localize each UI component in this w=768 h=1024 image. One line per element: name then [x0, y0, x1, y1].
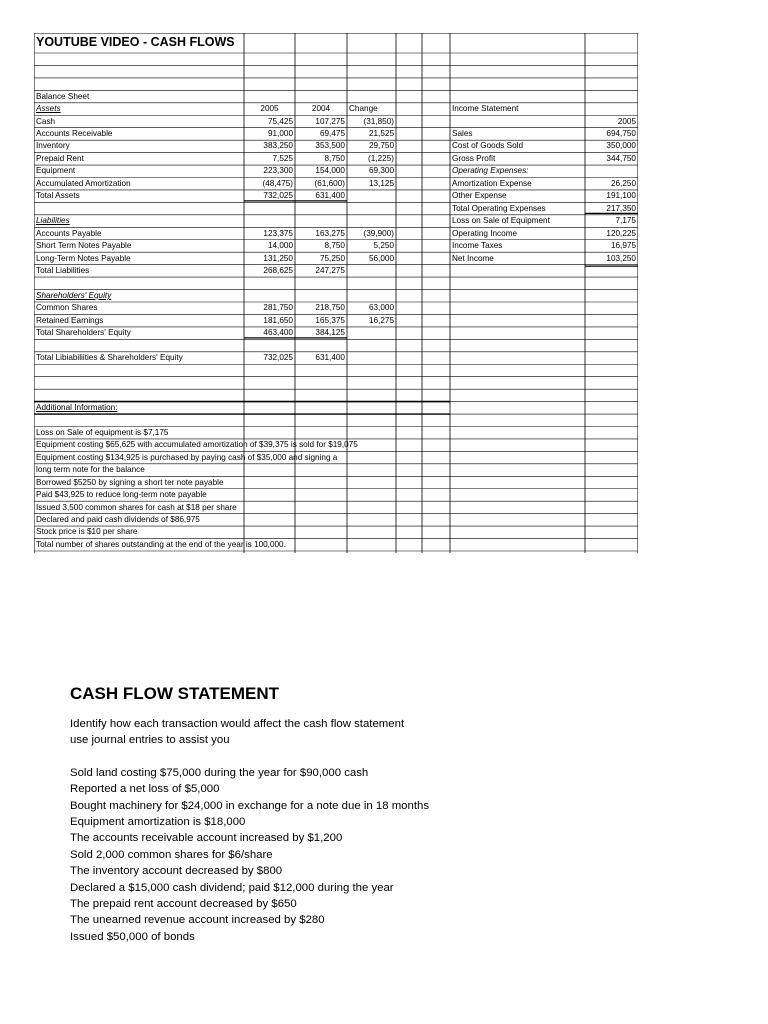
income-row-label: Sales — [452, 129, 473, 138]
transaction-line: Sold land costing $75,000 during the year for $90,000 cash — [70, 766, 369, 779]
equity-change: 16,275 — [368, 315, 394, 325]
liability-label: Accounts Payable — [36, 228, 102, 238]
asset-label: Inventory — [36, 141, 70, 151]
asset-2004: 353,500 — [315, 141, 345, 151]
additional-info-line: Declared and paid cash dividends of $86,975 — [36, 514, 200, 524]
equity-label: Total Shareholders' Equity — [36, 328, 131, 338]
liability-change: 5,250 — [373, 241, 394, 251]
additional-info-heading: Additional Information: — [36, 402, 118, 412]
equity-2004: 165,375 — [315, 315, 345, 325]
additional-info-line: Total number of shares outstanding at the end of the year is 100,000. — [36, 539, 286, 549]
change-header: Change — [349, 104, 378, 114]
asset-label: Prepaid Rent — [36, 153, 84, 163]
transaction-line: The accounts receivable account increased by $1,200 — [70, 832, 343, 845]
additional-info-line: Equipment costing $65,625 with accumulated amortization of $39,375 is sold for $19,075 — [36, 440, 358, 450]
additional-info-line: Loss on Sale of equipment is $7,175 — [36, 427, 169, 437]
income-row-value: 26,250 — [610, 178, 636, 188]
income-statement-label: Income Statement — [452, 104, 519, 114]
income-row-value: 350,000 — [606, 141, 636, 151]
income-row-value: 103,250 — [606, 253, 636, 263]
income-row-label: Loss on Sale of Equipment — [452, 216, 550, 226]
income-row-value: 694,750 — [606, 129, 636, 138]
transaction-line: Reported a net loss of $5,000 — [70, 783, 220, 796]
balance-sheet-label: Balance Sheet — [36, 91, 90, 101]
asset-change: 21,525 — [368, 129, 394, 138]
income-row-label: Cost of Goods Sold — [452, 141, 523, 151]
asset-label: Cash — [36, 116, 56, 126]
additional-info-line: Paid $43,925 to reduce long-term note payable — [36, 490, 207, 500]
income-year: 2005 — [617, 116, 636, 126]
income-row-value: 344,750 — [606, 153, 636, 163]
sheet-title: YOUTUBE VIDEO - CASH FLOWS — [36, 35, 235, 49]
asset-label: Total Assets — [36, 191, 80, 201]
additional-info-line: Borrowed $5250 by signing a short ter note payable — [36, 477, 224, 487]
asset-change: (1,225) — [368, 153, 394, 163]
spreadsheet — [34, 33, 638, 553]
assets-heading: Assets — [36, 104, 61, 114]
additional-info-line: long term note for the balance — [36, 465, 145, 475]
cash-flow-section — [70, 682, 730, 945]
income-row-value: 7,175 — [615, 216, 636, 226]
additional-info-line: Issued 3,500 common shares for cash at $18 per share — [36, 502, 237, 512]
income-row-value: 120,225 — [606, 228, 636, 238]
income-row-label: Operating Income — [452, 228, 518, 238]
income-row-label: Net Income — [452, 253, 494, 263]
equity-2004: 384,125 — [315, 328, 345, 338]
asset-2005: 223,300 — [263, 166, 293, 176]
equity-2004: 218,750 — [315, 303, 345, 313]
asset-2004: 631,400 — [315, 191, 345, 201]
liabilities-heading: Liabilities — [36, 216, 70, 226]
transaction-line: The inventory account decreased by $800 — [70, 865, 283, 878]
income-row-value: 217,350 — [606, 203, 636, 213]
liability-2005: 131,250 — [263, 253, 293, 263]
liability-2004: 8,750 — [324, 241, 345, 251]
transaction-line: Equipment amortization is $18,000 — [70, 816, 246, 829]
income-row-value: 16,975 — [610, 241, 636, 251]
asset-2005: 7,525 — [272, 153, 293, 163]
liability-2005: 268,625 — [263, 265, 293, 275]
liability-change: (39,900) — [363, 228, 394, 238]
grand-total-2005: 732,025 — [263, 353, 293, 363]
grand-total-label: Total Libiabiliities & Shareholders' Equity — [36, 353, 183, 363]
income-row-label: Gross Profit — [452, 153, 496, 163]
additional-info-line: Stock price is $10 per share — [36, 527, 138, 537]
asset-label: Equipment — [36, 166, 76, 176]
year-header-2005: 2005 — [260, 104, 279, 114]
transaction-line: The unearned revenue account increased by $280 — [70, 914, 325, 927]
asset-2004: (61,600) — [314, 178, 345, 188]
asset-2005: 383,250 — [263, 141, 293, 151]
equity-2005: 463,400 — [263, 328, 293, 338]
equity-label: Common Shares — [36, 303, 98, 313]
liability-label: Total Liabilities — [36, 265, 90, 275]
transaction-line: Declared a $15,000 cash dividend; paid $12,000 during the year — [70, 881, 394, 894]
asset-change: 29,750 — [368, 141, 394, 151]
liability-2004: 163,275 — [315, 228, 345, 238]
asset-2004: 154,000 — [315, 166, 345, 176]
asset-2005: 75,425 — [267, 116, 293, 126]
liability-label: Short Term Notes Payable — [36, 241, 132, 251]
equity-heading: Shareholders' Equity — [36, 290, 112, 300]
asset-2005: 91,000 — [267, 129, 293, 138]
income-row-value: 191,100 — [606, 191, 636, 201]
equity-label: Retained Earnings — [36, 315, 104, 325]
transaction-line: Issued $50,000 of bonds — [70, 930, 195, 943]
asset-2005: 732,025 — [263, 191, 293, 201]
year-header-2004: 2004 — [311, 104, 331, 114]
transaction-line: The prepaid rent account decreased by $650 — [70, 898, 297, 911]
asset-label: Accounts Receivable — [36, 129, 113, 138]
asset-2004: 69,475 — [319, 129, 345, 138]
liability-2004: 247,275 — [315, 265, 345, 275]
intro-line: use journal entries to assist you — [70, 734, 230, 747]
income-row-label: Other Expense — [452, 191, 507, 201]
equity-2005: 181,650 — [263, 315, 293, 325]
transaction-line: Sold 2,000 common shares for $6/share — [70, 848, 273, 861]
equity-change: 63,000 — [368, 303, 394, 313]
asset-2005: (48,475) — [262, 178, 293, 188]
intro-line: Identify how each transaction would affect the cash flow statement — [70, 718, 405, 730]
liability-label: Long-Term Notes Payable — [36, 253, 131, 263]
additional-info-line: Equipment costing $134,925 is purchased by paying cash of $35,000 and signing a — [36, 452, 338, 462]
income-row-label: Operating Expenses: — [452, 166, 529, 176]
asset-change: (31,850) — [363, 116, 394, 126]
income-row-label: Income Taxes — [452, 241, 503, 251]
asset-change: 69,300 — [368, 166, 394, 176]
grand-total-2004: 631,400 — [315, 353, 345, 363]
liability-change: 56,000 — [368, 253, 394, 263]
liability-2005: 123,375 — [263, 228, 293, 238]
liability-2005: 14,000 — [267, 241, 293, 251]
asset-2004: 8,750 — [324, 153, 345, 163]
equity-2005: 281,750 — [263, 303, 293, 313]
asset-label: Accumulated Amortization — [36, 178, 131, 188]
transaction-line: Bought machinery for $24,000 in exchange for a note due in 18 months — [70, 799, 430, 812]
cash-flow-heading: CASH FLOW STATEMENT — [70, 684, 280, 703]
asset-2004: 107,275 — [315, 116, 345, 126]
asset-change: 13,125 — [368, 178, 394, 188]
income-row-label: Total Operating Expenses — [452, 203, 546, 213]
liability-2004: 75,250 — [319, 253, 345, 263]
income-row-label: Amortization Expense — [452, 178, 532, 188]
